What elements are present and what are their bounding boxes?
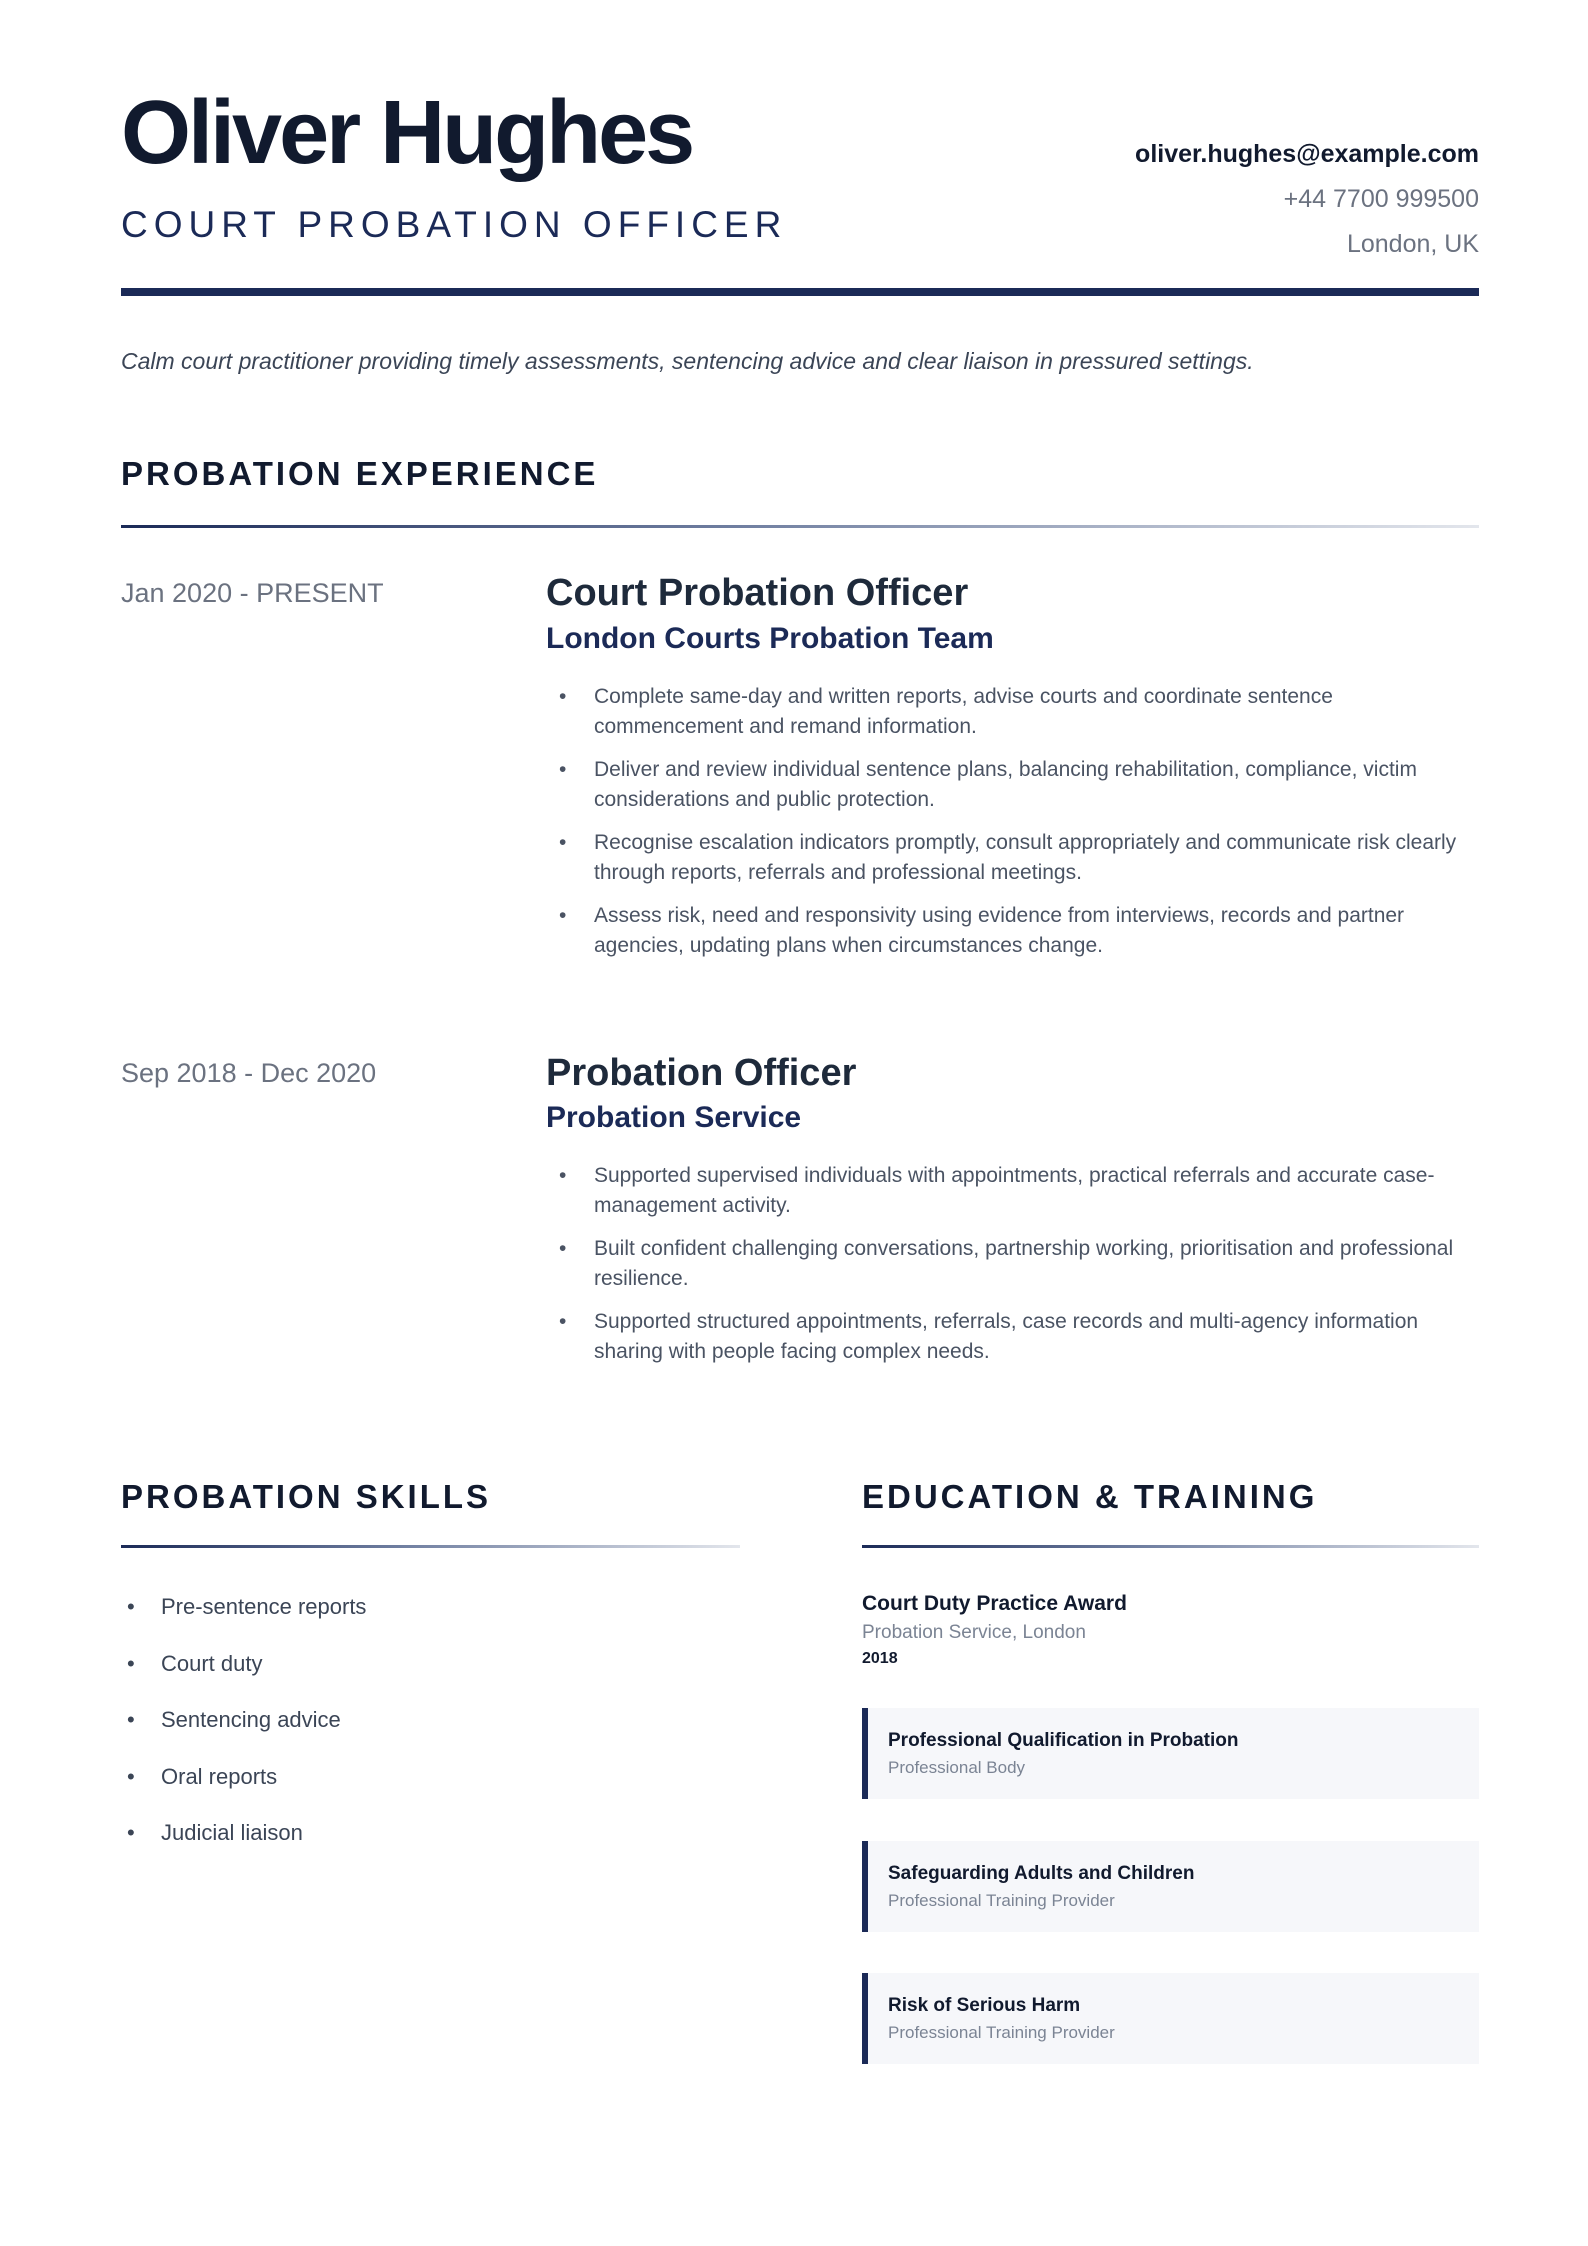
education-organisation: Probation Service, London [862, 1622, 1086, 1644]
resume-header [121, 0, 1479, 299]
job-bullet: • Built confident challenging conversations, partnership working, prioritisation and professional resilience. [546, 1234, 1479, 1294]
job-organisation: Probation Service [546, 1101, 802, 1135]
education-heading: EDUCATION & TRAINING [862, 1478, 1318, 1516]
job-dates: Jan 2020 - PRESENT [121, 578, 384, 608]
job-bullet: • Complete same-day and written reports, advise courts and coordinate sentence commencement and remand information. [546, 682, 1479, 742]
skill-item: • Sentencing advice [121, 1707, 740, 1764]
education-title: Professional Qualification in Probation [888, 1730, 1239, 1752]
contact-block [1135, 132, 1479, 267]
job-title: Court Probation Officer [546, 572, 969, 614]
job-bullet: • Recognise escalation indicators promptly, consult appropriately and communicate risk clearly through reports, referrals and professional meetings. [546, 828, 1479, 888]
education-divider [862, 1545, 1479, 1548]
skills-section [121, 1478, 740, 2064]
job-bullet: • Supported structured appointments, referrals, case records and multi-agency information sharing with people facing complex needs. [546, 1307, 1479, 1367]
contact-email[interactable]: oliver.hughes@example.com [1135, 140, 1479, 168]
experience-heading: PROBATION EXPERIENCE [121, 455, 599, 492]
header-divider [121, 288, 1479, 296]
job-title: Probation Officer [546, 1051, 857, 1094]
skills-divider [121, 1545, 740, 1548]
job-bullets [546, 1161, 1479, 1367]
skill-item: • Pre-sentence reports [121, 1594, 740, 1651]
job-body [546, 572, 1479, 974]
education-title: Safeguarding Adults and Children [888, 1863, 1195, 1885]
education-card [862, 1973, 1479, 2064]
education-organisation: Professional Training Provider [888, 1891, 1115, 1911]
education-title: Court Duty Practice Award [862, 1592, 1127, 1616]
skill-item: • Judicial liaison [121, 1820, 740, 1877]
skills-list [121, 1594, 740, 1877]
profile-summary: Calm court practitioner providing timely assessments, sentencing advice and clear liaison in pressured settings. [121, 348, 1254, 374]
education-title: Risk of Serious Harm [888, 1995, 1081, 2017]
candidate-role: COURT PROBATION OFFICER [121, 204, 788, 245]
candidate-name: Oliver Hughes [121, 83, 693, 183]
lower-columns [121, 1478, 1479, 2064]
contact-phone: +44 7700 999500 [1283, 185, 1479, 213]
skill-item: • Court duty [121, 1651, 740, 1708]
job-bullets [546, 682, 1479, 961]
education-card [862, 1841, 1479, 1932]
education-item [862, 1592, 1479, 1668]
skills-heading: PROBATION SKILLS [121, 1478, 492, 1516]
education-organisation: Professional Training Provider [888, 2023, 1115, 2043]
contact-location: London, UK [1346, 230, 1479, 258]
job-organisation: London Courts Probation Team [546, 621, 994, 655]
education-year: 2018 [862, 1650, 898, 1668]
job-bullet: • Deliver and review individual sentence plans, balancing rehabilitation, compliance, victim considerations and public protection. [546, 755, 1479, 815]
job-dates: Sep 2018 - Dec 2020 [121, 1057, 377, 1088]
skill-item: • Oral reports [121, 1764, 740, 1821]
education-organisation: Professional Body [888, 1758, 1026, 1778]
experience-divider [121, 525, 1479, 528]
education-card [862, 1708, 1479, 1799]
job-body [546, 1052, 1479, 1381]
experience-section [121, 455, 1479, 1380]
job-entry [121, 572, 1479, 974]
job-entry [121, 1052, 1479, 1381]
job-bullet: • Supported supervised individuals with appointments, practical referrals and accurate case-management activity. [546, 1161, 1479, 1221]
job-bullet: • Assess risk, need and responsivity using evidence from interviews, records and partner agencies, updating plans when circumstances change. [546, 901, 1479, 961]
education-section [862, 1478, 1479, 2064]
